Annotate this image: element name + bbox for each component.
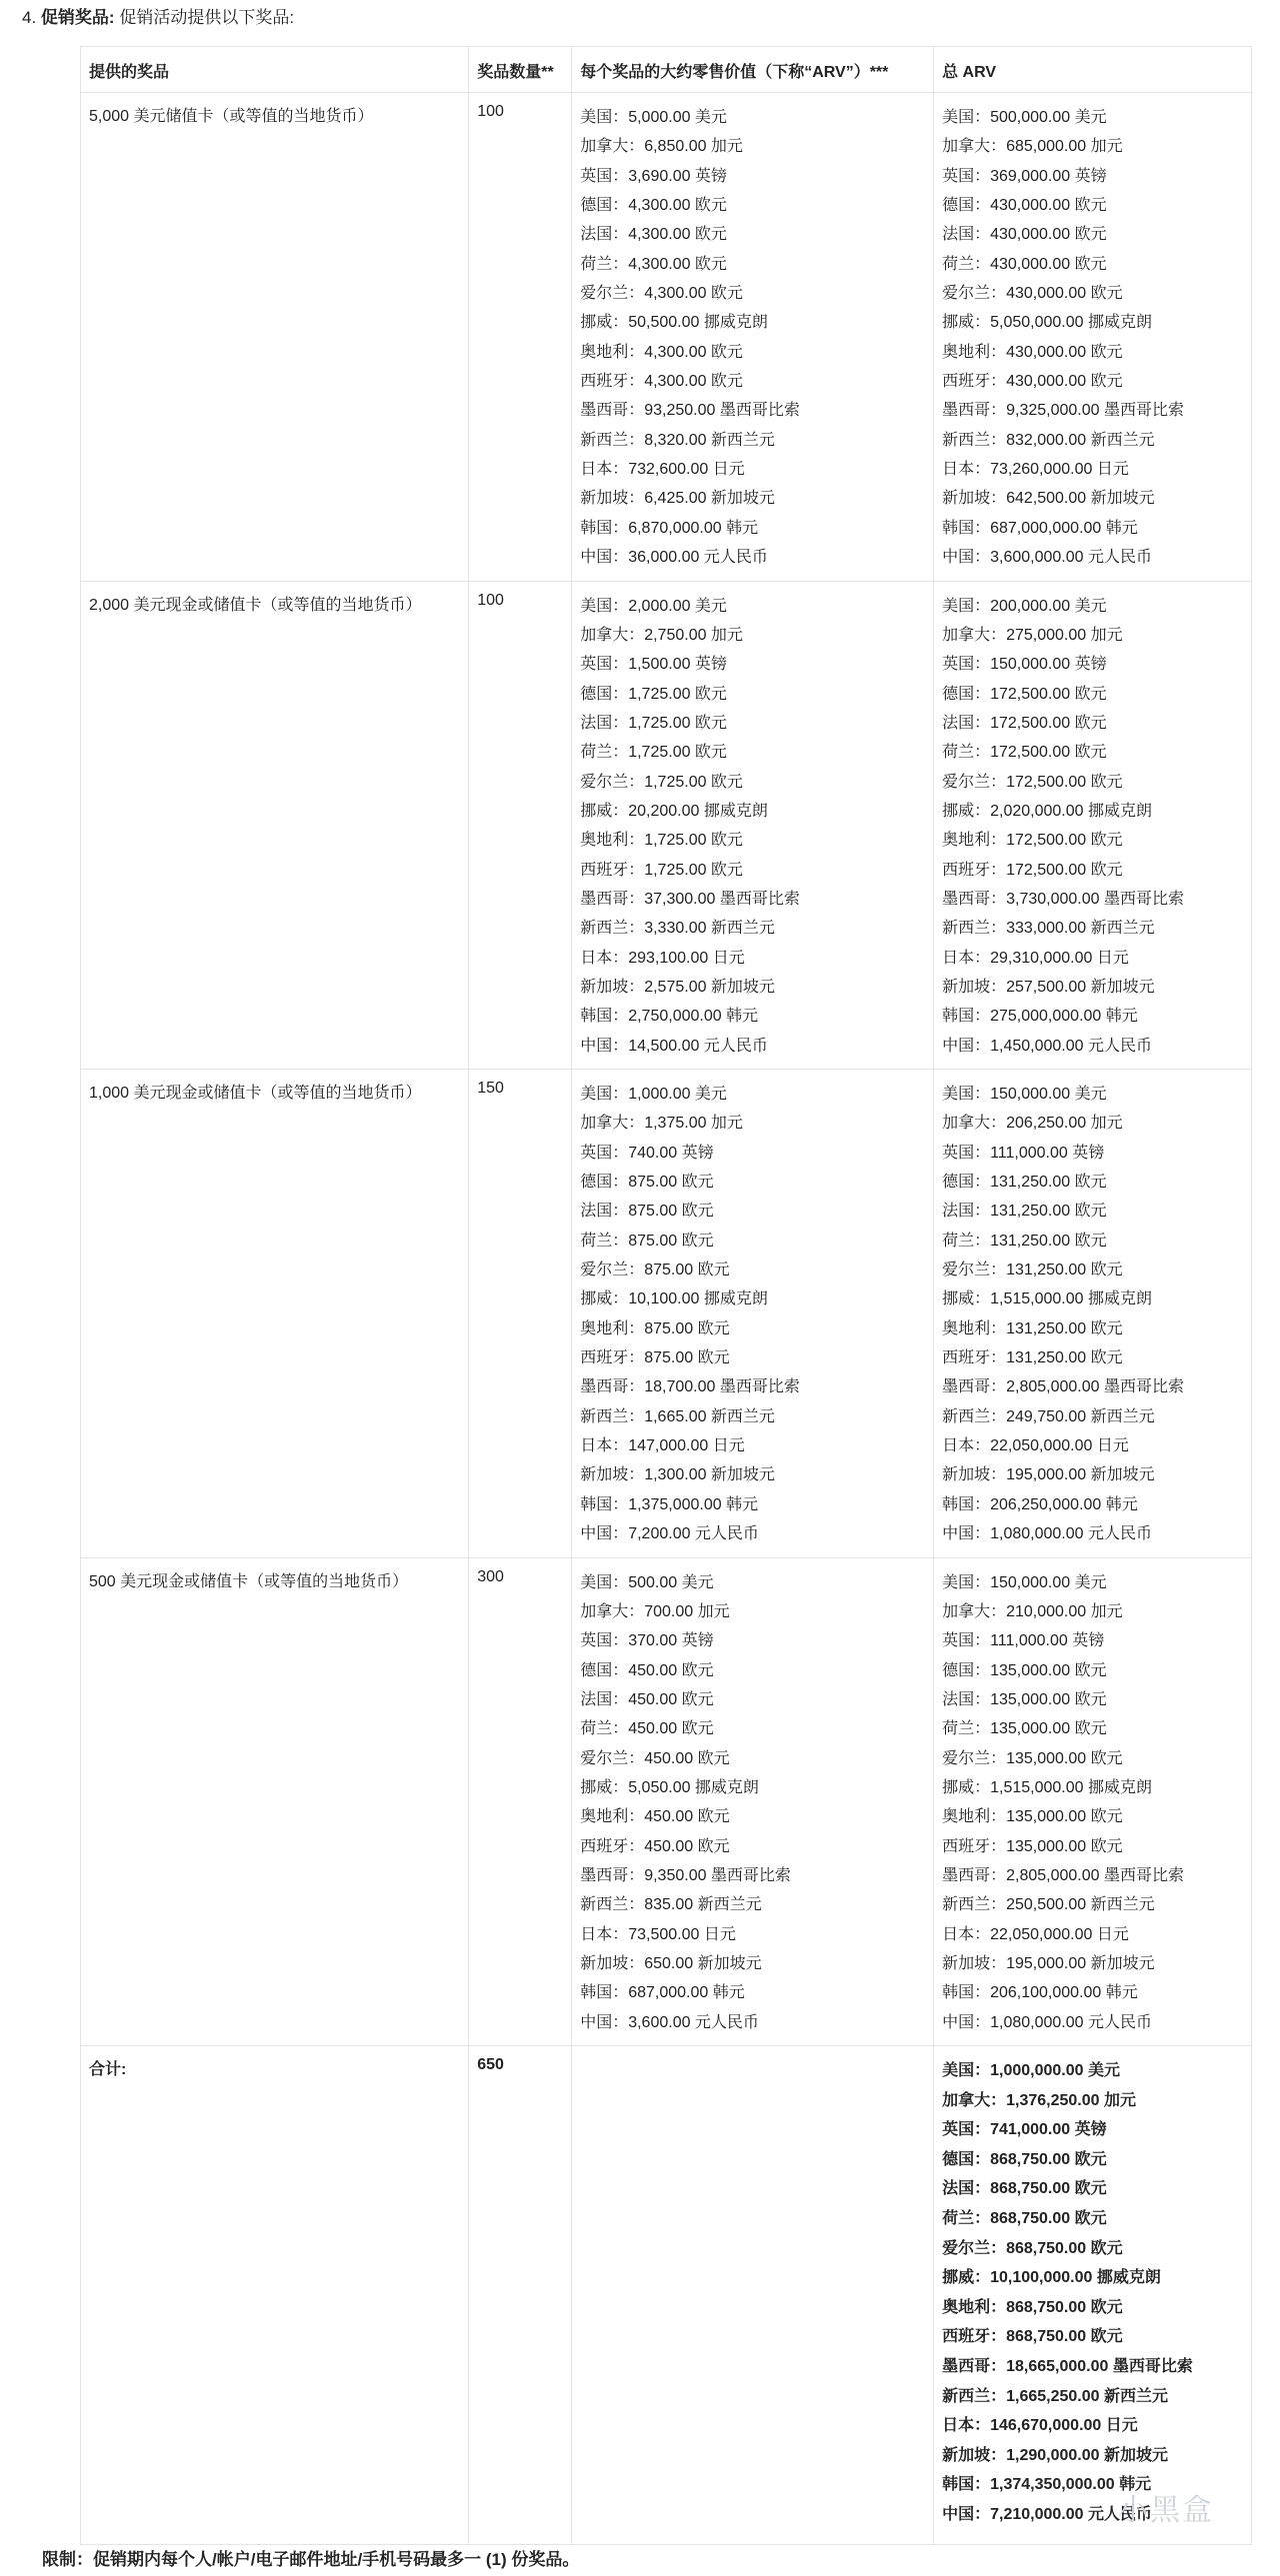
total-arv-value: 日本：29,310,000.00 日元 [942, 949, 1129, 967]
total-arv-value: 韩国：206,100,000.00 韩元 [942, 1984, 1138, 2002]
total-arv-value: 日本：22,050,000.00 日元 [942, 1437, 1129, 1455]
prize-name-cell: 500 美元现金或储值卡（或等值的当地货币） [81, 1557, 469, 2046]
header-total-arv: 总 ARV [934, 47, 1252, 93]
total-arv-value: 墨西哥：2,805,000.00 墨西哥比索 [942, 1866, 1184, 1884]
total-arv-cell [934, 1557, 1252, 2046]
table-row [81, 93, 1252, 582]
arv-cell [572, 93, 934, 582]
arv-value: 挪威：20,200.00 挪威克朗 [580, 802, 768, 820]
grand-total-value: 德国：868,750.00 欧元 [942, 2150, 1107, 2168]
total-arv-value: 美国：150,000.00 美元 [942, 1086, 1107, 1103]
arv-value: 英国：1,500.00 英镑 [580, 656, 727, 674]
header-arv: 每个奖品的大约零售价值（下称“ARV”）*** [572, 47, 934, 93]
arv-value: 韩国：2,750,000.00 韩元 [580, 1008, 759, 1026]
arv-value: 荷兰：1,725.00 欧元 [580, 744, 727, 762]
total-arv-value: 中国：3,600,000.00 元人民币 [942, 549, 1152, 567]
total-arv-value: 奥地利：430,000.00 欧元 [942, 343, 1123, 361]
arv-cell [572, 1557, 934, 2046]
prize-quantity-cell: 150 [469, 1070, 572, 1558]
total-arv-value: 爱尔兰：135,000.00 欧元 [942, 1749, 1123, 1767]
section-label: 促销奖品: [40, 8, 115, 27]
total-arv-value: 荷兰：430,000.00 欧元 [942, 255, 1107, 273]
watermark-logo: 小黑盒 [1118, 2494, 1214, 2527]
grand-total-value: 挪威：10,100,000.00 挪威克朗 [942, 2269, 1161, 2287]
total-arv-value: 墨西哥：9,325,000.00 墨西哥比索 [942, 402, 1184, 420]
prize-name-cell: 1,000 美元现金或储值卡（或等值的当地货币） [81, 1070, 469, 1558]
total-arv-value: 韩国：687,000,000.00 韩元 [942, 519, 1138, 537]
arv-value: 荷兰：4,300.00 欧元 [580, 255, 727, 273]
total-arv-value: 荷兰：131,250.00 欧元 [942, 1232, 1107, 1250]
total-arv-value: 英国：150,000.00 英镑 [942, 656, 1107, 674]
grand-total-value: 墨西哥：18,665,000.00 墨西哥比索 [942, 2357, 1193, 2375]
arv-value: 美国：1,000.00 美元 [580, 1086, 727, 1103]
arv-value: 爱尔兰：450.00 欧元 [580, 1749, 730, 1767]
arv-value: 加拿大：6,850.00 加元 [580, 138, 743, 156]
table-row [81, 1557, 1252, 2046]
total-arv-cell [934, 1070, 1252, 1558]
table-row [81, 581, 1252, 1070]
arv-value: 美国：2,000.00 美元 [580, 597, 727, 615]
total-arv-value: 爱尔兰：131,250.00 欧元 [942, 1262, 1123, 1280]
arv-value: 德国：4,300.00 欧元 [580, 197, 727, 215]
arv-value: 新加坡：1,300.00 新加坡元 [580, 1466, 775, 1484]
arv-value: 墨西哥：37,300.00 墨西哥比索 [580, 890, 800, 908]
total-arv-value: 西班牙：135,000.00 欧元 [942, 1837, 1123, 1855]
total-arv-value: 新西兰：333,000.00 新西兰元 [942, 920, 1155, 938]
prize-quantity-cell: 100 [469, 93, 572, 582]
total-arv-value: 荷兰：135,000.00 欧元 [942, 1720, 1107, 1738]
total-arv-value: 奥地利：172,500.00 欧元 [942, 832, 1123, 850]
section-number: 4. [22, 8, 37, 27]
arv-value: 日本：732,600.00 日元 [580, 461, 745, 479]
total-arv-value: 西班牙：172,500.00 欧元 [942, 861, 1123, 879]
total-arv-value: 新加坡：642,500.00 新加坡元 [942, 490, 1155, 508]
total-arv-cell [934, 581, 1252, 1070]
prize-quantity-cell: 300 [469, 1557, 572, 2046]
total-arv-value: 韩国：275,000,000.00 韩元 [942, 1008, 1138, 1026]
arv-value: 西班牙：875.00 欧元 [580, 1349, 730, 1367]
arv-value: 西班牙：4,300.00 欧元 [580, 373, 743, 391]
grand-total-value: 西班牙：868,750.00 欧元 [942, 2328, 1123, 2346]
grand-total-value: 新西兰：1,665,250.00 新西兰元 [942, 2387, 1168, 2405]
total-arv-value: 德国：430,000.00 欧元 [942, 197, 1107, 215]
arv-value: 韩国：1,375,000.00 韩元 [580, 1495, 759, 1513]
prize-quantity-cell: 100 [469, 581, 572, 1070]
grand-total-value: 英国：741,000.00 英镑 [942, 2121, 1107, 2139]
total-arv-value: 法国：172,500.00 欧元 [942, 714, 1107, 732]
total-arv-value: 奥地利：131,250.00 欧元 [942, 1319, 1123, 1337]
arv-value: 荷兰：875.00 欧元 [580, 1232, 714, 1250]
grand-total-value: 日本：146,670,000.00 日元 [942, 2417, 1138, 2435]
total-arv-value: 奥地利：135,000.00 欧元 [942, 1808, 1123, 1826]
grand-total-arv-cell [934, 2046, 1252, 2545]
arv-value: 墨西哥：18,700.00 墨西哥比索 [580, 1378, 800, 1396]
arv-value: 韩国：6,870,000.00 韩元 [580, 519, 759, 537]
total-arv-value: 新西兰：249,750.00 新西兰元 [942, 1407, 1155, 1425]
header-quantity: 奖品数量** [469, 47, 572, 93]
arv-value: 西班牙：1,725.00 欧元 [580, 861, 743, 879]
arv-value: 德国：1,725.00 欧元 [580, 685, 727, 703]
arv-value: 新西兰：835.00 新西兰元 [580, 1896, 762, 1914]
total-arv-value: 中国：1,450,000.00 元人民币 [942, 1037, 1152, 1055]
arv-value: 新西兰：1,665.00 新西兰元 [580, 1407, 775, 1425]
arv-value: 荷兰：450.00 欧元 [580, 1720, 714, 1738]
total-arv-value: 加拿大：210,000.00 加元 [942, 1602, 1123, 1620]
arv-value: 加拿大：700.00 加元 [580, 1602, 730, 1620]
arv-value: 挪威：10,100.00 挪威克朗 [580, 1290, 768, 1308]
total-arv-value: 美国：500,000.00 美元 [942, 109, 1107, 126]
arv-value: 奥地利：875.00 欧元 [580, 1319, 730, 1337]
arv-value: 奥地利：450.00 欧元 [580, 1808, 730, 1826]
arv-value: 挪威：5,050.00 挪威克朗 [580, 1778, 759, 1796]
grand-total-value: 中国：7,210,000.00 元人民币 [942, 2505, 1152, 2523]
arv-value: 日本：147,000.00 日元 [580, 1437, 745, 1455]
arv-value: 中国：7,200.00 元人民币 [580, 1525, 759, 1543]
total-quantity-cell: 650 [469, 2046, 572, 2545]
arv-value: 加拿大：2,750.00 加元 [580, 626, 743, 644]
total-arv-value: 中国：1,080,000.00 元人民币 [942, 1525, 1152, 1543]
arv-value: 新西兰：8,320.00 新西兰元 [580, 431, 775, 449]
total-arv-value: 新西兰：250,500.00 新西兰元 [942, 1896, 1155, 1914]
arv-value: 爱尔兰：875.00 欧元 [580, 1262, 730, 1280]
total-arv-value: 新西兰：832,000.00 新西兰元 [942, 431, 1155, 449]
total-arv-value: 加拿大：206,250.00 加元 [942, 1115, 1123, 1133]
arv-value: 法国：875.00 欧元 [580, 1203, 714, 1221]
section-text: 促销活动提供以下奖品: [119, 8, 295, 27]
arv-value: 墨西哥：9,350.00 墨西哥比索 [580, 1866, 791, 1884]
total-arv-value: 挪威：1,515,000.00 挪威克朗 [942, 1778, 1152, 1796]
total-arv-value: 日本：73,260,000.00 日元 [942, 461, 1129, 479]
grand-total-value: 新加坡：1,290,000.00 新加坡元 [942, 2446, 1168, 2464]
grand-total-value: 荷兰：868,750.00 欧元 [942, 2209, 1107, 2227]
table-body [81, 93, 1252, 2545]
arv-value: 中国：3,600.00 元人民币 [580, 2013, 759, 2031]
total-arv-value: 挪威：2,020,000.00 挪威克朗 [942, 802, 1152, 820]
grand-total-value: 韩国：1,374,350,000.00 韩元 [942, 2476, 1152, 2494]
total-arv-value: 新加坡：257,500.00 新加坡元 [942, 978, 1155, 996]
total-arv-value: 法国：135,000.00 欧元 [942, 1690, 1107, 1708]
total-arv-value: 法国：430,000.00 欧元 [942, 226, 1107, 244]
total-empty-cell [572, 2046, 934, 2545]
total-arv-value: 德国：172,500.00 欧元 [942, 685, 1107, 703]
arv-value: 新加坡：6,425.00 新加坡元 [580, 490, 775, 508]
arv-value: 加拿大：1,375.00 加元 [580, 1115, 743, 1133]
arv-value: 日本：73,500.00 日元 [580, 1925, 736, 1943]
arv-value: 墨西哥：93,250.00 墨西哥比索 [580, 402, 800, 420]
total-arv-value: 爱尔兰：172,500.00 欧元 [942, 773, 1123, 791]
arv-value: 法国：450.00 欧元 [580, 1690, 714, 1708]
arv-cell [572, 1070, 934, 1558]
section-heading [22, 4, 294, 32]
total-arv-value: 西班牙：430,000.00 欧元 [942, 373, 1123, 391]
total-arv-cell [934, 93, 1252, 582]
total-arv-value: 英国：111,000.00 英镑 [942, 1632, 1105, 1650]
arv-value: 法国：1,725.00 欧元 [580, 714, 727, 732]
total-arv-value: 荷兰：172,500.00 欧元 [942, 744, 1107, 762]
total-arv-value: 英国：111,000.00 英镑 [942, 1144, 1105, 1162]
arv-value: 奥地利：1,725.00 欧元 [580, 832, 743, 850]
total-row [81, 2046, 1252, 2545]
arv-value: 韩国：687,000.00 韩元 [580, 1984, 745, 2002]
arv-value: 英国：740.00 英镑 [580, 1144, 714, 1162]
arv-value: 法国：4,300.00 欧元 [580, 226, 727, 244]
arv-value: 德国：875.00 欧元 [580, 1174, 714, 1192]
prize-name-cell: 5,000 美元储值卡（或等值的当地货币） [81, 93, 469, 582]
total-arv-value: 西班牙：131,250.00 欧元 [942, 1349, 1123, 1367]
arv-value: 新西兰：3,330.00 新西兰元 [580, 920, 775, 938]
total-arv-value: 日本：22,050,000.00 日元 [942, 1925, 1129, 1943]
grand-total-value: 加拿大：1,376,250.00 加元 [942, 2091, 1136, 2109]
arv-cell [572, 581, 934, 1070]
total-arv-value: 美国：150,000.00 美元 [942, 1573, 1107, 1591]
arv-value: 新加坡：650.00 新加坡元 [580, 1954, 762, 1972]
total-arv-value: 新加坡：195,000.00 新加坡元 [942, 1954, 1155, 1972]
arv-value: 英国：370.00 英镑 [580, 1632, 714, 1650]
total-arv-value: 英国：369,000.00 英镑 [942, 167, 1107, 185]
grand-total-value: 奥地利：868,750.00 欧元 [942, 2298, 1123, 2316]
total-arv-value: 加拿大：685,000.00 加元 [942, 138, 1123, 156]
prize-name-cell: 2,000 美元现金或储值卡（或等值的当地货币） [81, 581, 469, 1070]
arv-value: 美国：500.00 美元 [580, 1573, 714, 1591]
total-arv-value: 爱尔兰：430,000.00 欧元 [942, 285, 1123, 303]
header-prize: 提供的奖品 [81, 47, 469, 93]
total-arv-value: 挪威：5,050,000.00 挪威克朗 [942, 314, 1152, 332]
grand-total-value: 美国：1,000,000.00 美元 [942, 2062, 1120, 2079]
total-arv-value: 美国：200,000.00 美元 [942, 597, 1107, 615]
total-arv-value: 墨西哥：3,730,000.00 墨西哥比索 [942, 890, 1184, 908]
table-row [81, 1070, 1252, 1558]
arv-value: 中国：14,500.00 元人民币 [580, 1037, 768, 1055]
arv-value: 中国：36,000.00 元人民币 [580, 549, 768, 567]
total-label-cell: 合计: [81, 2046, 469, 2545]
restriction-note: 限制：促销期内每个人/帐户/电子邮件地址/手机号码最多一 (1) 份奖品。 [42, 2550, 580, 2569]
total-arv-value: 加拿大：275,000.00 加元 [942, 626, 1123, 644]
arv-value: 爱尔兰：4,300.00 欧元 [580, 285, 743, 303]
total-arv-value: 法国：131,250.00 欧元 [942, 1203, 1107, 1221]
grand-total-value: 法国：868,750.00 欧元 [942, 2180, 1107, 2198]
arv-value: 新加坡：2,575.00 新加坡元 [580, 978, 775, 996]
total-arv-value: 德国：131,250.00 欧元 [942, 1174, 1107, 1192]
arv-value: 奥地利：4,300.00 欧元 [580, 343, 743, 361]
total-arv-value: 韩国：206,250,000.00 韩元 [942, 1495, 1138, 1513]
total-arv-value: 新加坡：195,000.00 新加坡元 [942, 1466, 1155, 1484]
arv-value: 西班牙：450.00 欧元 [580, 1837, 730, 1855]
total-arv-value: 德国：135,000.00 欧元 [942, 1661, 1107, 1679]
arv-value: 爱尔兰：1,725.00 欧元 [580, 773, 743, 791]
arv-value: 挪威：50,500.00 挪威克朗 [580, 314, 768, 332]
total-arv-value: 中国：1,080,000.00 元人民币 [942, 2013, 1152, 2031]
arv-value: 美国：5,000.00 美元 [580, 109, 727, 126]
grand-total-value: 爱尔兰：868,750.00 欧元 [942, 2239, 1123, 2257]
total-arv-value: 墨西哥：2,805,000.00 墨西哥比索 [942, 1378, 1184, 1396]
total-arv-value: 挪威：1,515,000.00 挪威克朗 [942, 1290, 1152, 1308]
arv-value: 日本：293,100.00 日元 [580, 949, 745, 967]
prize-table [80, 46, 1252, 2545]
arv-value: 英国：3,690.00 英镑 [580, 167, 727, 185]
arv-value: 德国：450.00 欧元 [580, 1661, 714, 1679]
table-header-row [81, 47, 1252, 93]
